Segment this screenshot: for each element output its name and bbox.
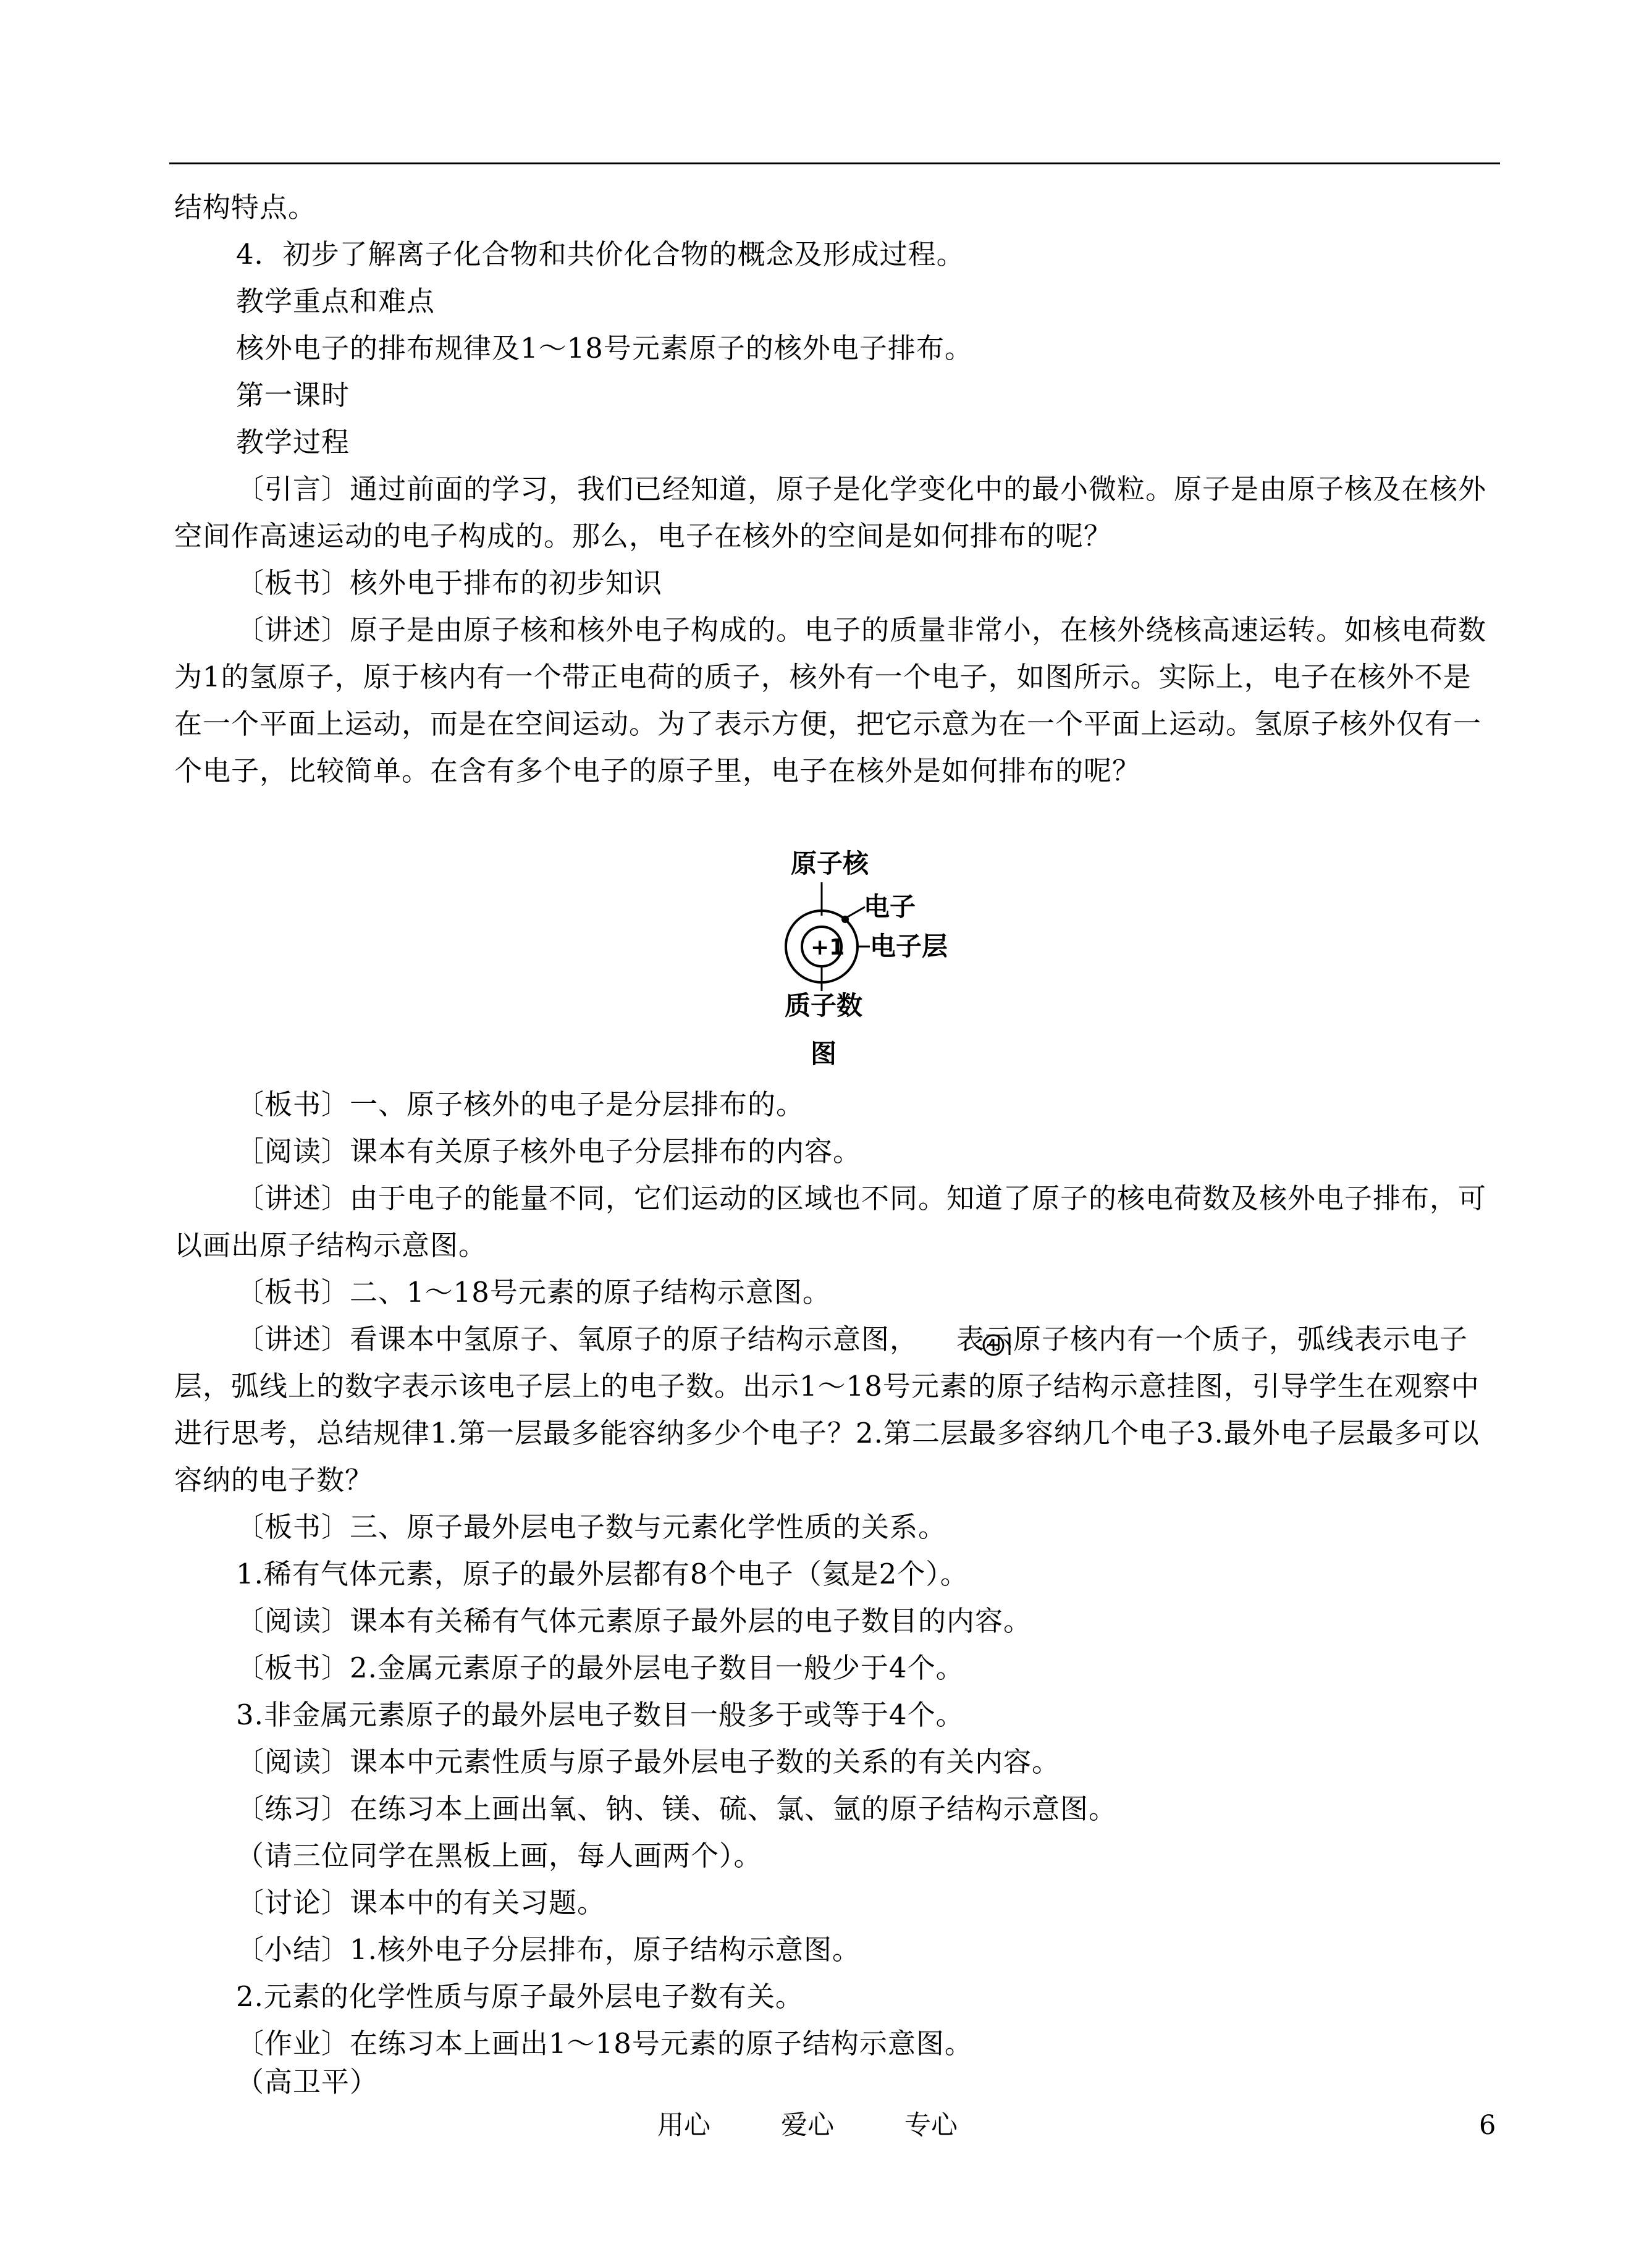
summary-note: 〔小结〕1.核外电子分层排布，原子结构示意图。 xyxy=(236,1933,861,1966)
footer-motto-1: 用心 xyxy=(657,2110,710,2141)
lecture-paragraph-1: 〔讲述〕原子是由原子核和核外电子构成的。电子的质量非常小，在核外绕核高速运转。如核电荷数为1的氢原子，原于核内有一个带正电荷的质子，核外有一个电子，如图所示。实际上，电子在核外不是在一个平面上运动，而是在空间运动。为了表示方便，把它示意为在一个平面上运动。氢原子核外仅有一个电子，比较简单。在含有多个电子的原子里，电子在核外是如何排布的呢？ xyxy=(174,614,1487,787)
page-number: 6 xyxy=(1479,2110,1496,2141)
board-note-5: 〔板书〕2.金属元素原子的最外层电子数目一般少于4个。 xyxy=(236,1651,964,1684)
footer-motto-2: 爱心 xyxy=(781,2110,834,2141)
board-note-4: 〔板书〕三、原子最外层电子数与元素化学性质的关系。 xyxy=(236,1511,947,1543)
paragraph-continuation: 结构特点。 xyxy=(174,191,317,224)
lecture-paragraph-3 xyxy=(174,1316,1496,1504)
exercise-instruction: （请三位同学在黑板上画，每人画两个）。 xyxy=(236,1839,762,1872)
nucleus-symbol-icon xyxy=(918,1327,956,1357)
shell-label: 电子层 xyxy=(870,931,948,961)
footer-motto-3: 专心 xyxy=(904,2110,958,2141)
homework-note: 〔作业〕在练习本上画出1～18号元素的原子结构示意图。 xyxy=(236,2027,973,2060)
board-note-3: 〔板书〕二、1～18号元素的原子结构示意图。 xyxy=(236,1276,831,1309)
electron-pointer-line xyxy=(848,907,865,917)
board-note-1: 〔板书〕核外电于排布的初步知识 xyxy=(236,567,663,599)
section-heading-key-points: 教学重点和难点 xyxy=(236,285,436,318)
reading-note-3: 〔阅读〕课本中元素性质与原子最外层电子数的关系的有关内容。 xyxy=(236,1745,1061,1778)
key-points-text: 核外电子的排布规律及1～18号元素原子的核外电子排布。 xyxy=(236,332,973,365)
reading-note-1: ［阅读〕课本有关原子核外电子分层排布的内容。 xyxy=(236,1135,862,1168)
objective-4: 4．初步了解离子化合物和共价化合物的概念及形成过程。 xyxy=(236,238,965,271)
lecture-paragraph-2: 〔讲述〕由于电子的能量不同，它们运动的区域也不同。知道了原子的核电荷数及核外电子排布，可以画出原子结构示意图。 xyxy=(174,1182,1487,1262)
proton-number-label: 质子数 xyxy=(785,990,863,1021)
electron-label: 电子 xyxy=(864,892,916,922)
discussion-note: 〔讨论〕课本中的有关习题。 xyxy=(236,1886,606,1919)
nucleus-label: 原子核 xyxy=(791,848,869,879)
section-heading-process: 教学过程 xyxy=(236,426,350,458)
nucleus-charge-text: +1 xyxy=(811,935,845,960)
rule-noble-gas: 1.稀有气体元素，原子的最外层都有8个电子（氦是2个）。 xyxy=(236,1558,969,1590)
hydrogen-atom-figure xyxy=(760,840,958,1075)
summary-point-2: 2.元素的化学性质与原子最外层电子数有关。 xyxy=(236,1980,804,2013)
nucleus-symbol-text xyxy=(918,1327,919,1328)
lecture-3-before-symbol: 〔讲述〕看课本中氢原子、氧原子的原子结构示意图， xyxy=(236,1323,919,1356)
intro-paragraph: 〔引言〕通过前面的学习，我们已经知道，原子是化学变化中的最小微粒。原子是由原子核及在核外空间作高速运动的电子构成的。那么，电子在核外的空间是如何排布的呢？ xyxy=(174,473,1487,552)
author-name: （高卫平） xyxy=(236,2065,379,2098)
figure-caption: 图 xyxy=(811,1039,837,1069)
board-note-2: 〔板书〕一、原子核外的电子是分层排布的。 xyxy=(236,1088,805,1121)
section-heading-first-lesson: 第一课时 xyxy=(236,379,350,411)
reading-note-2: 〔阅读〕课本有关稀有气体元素原子最外层的电子数目的内容。 xyxy=(236,1605,1032,1637)
lecture-3-after-symbol: 表示原子核内有一个质子，弧线表示电子层，弧线上的数字表示该电子层上的电子数。出示1～18号元素的原子结构示意挂图，引导学生在观察中进行思考，总结规律1.第一层最多能容纳多少个电子？2.第二层最多容纳几个电子3.最外电子层最多可以容纳的电子数？ xyxy=(174,1323,1480,1496)
header-rule xyxy=(169,162,1500,164)
rule-nonmetal: 3.非金属元素原子的最外层电子数目一般多于或等于4个。 xyxy=(236,1698,964,1731)
exercise-note: 〔练习〕在练习本上画出氧、钠、镁、硫、氯、氩的原子结构示意图。 xyxy=(236,1792,1118,1825)
